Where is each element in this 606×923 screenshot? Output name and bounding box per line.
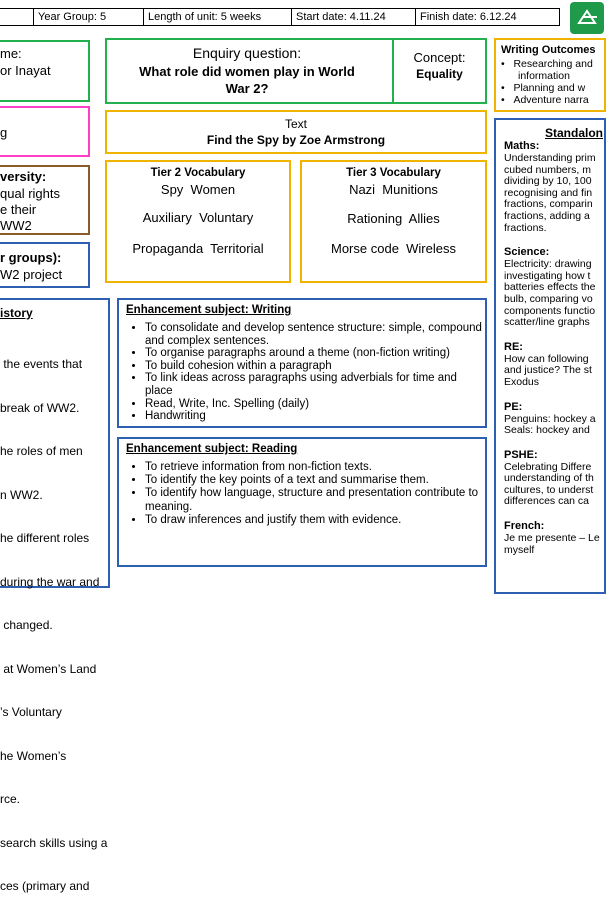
header-year-group: Year Group: 5 [33, 8, 144, 26]
logo-icon [573, 3, 603, 33]
bullet-icon: • [501, 58, 514, 70]
history-text [0, 328, 107, 923]
science-line: bulb, comparing vo [504, 292, 593, 305]
history-line: ’s Voluntary [0, 705, 62, 719]
bullet-icon: • [501, 94, 514, 106]
standalone-content [504, 140, 600, 556]
enquiry-question-line-1: What role did women play in World [139, 64, 355, 79]
science-heading: Science: [504, 246, 550, 259]
school-logo [570, 2, 604, 34]
pink-text: g [0, 125, 8, 140]
science-line: Electricity: drawing [504, 258, 592, 271]
reading-item: • To identify how language, structure and presentation contribute to meaning. [145, 487, 483, 513]
writing-item: • To build cohesion within a paragraph [145, 360, 483, 373]
tier2-row-2: Auxiliary Voluntary [142, 210, 254, 225]
pink-box [0, 106, 90, 157]
history-line: ces (primary and [0, 879, 90, 893]
diversity-line-3: WW2 [0, 218, 32, 233]
history-box [0, 298, 110, 893]
maths-line: fractions, comparin [504, 198, 593, 211]
outcome-text: information [518, 70, 570, 82]
re-line: How can following [504, 352, 589, 365]
tier3-row-3: Morse code Wireless [331, 241, 456, 256]
reading-list [123, 461, 483, 527]
tier3-title: Tier 3 Vocabulary [346, 167, 441, 179]
pe-line: Penguins: hockey a [504, 412, 596, 425]
history-line: he different roles [0, 531, 90, 545]
reading-item: • To draw inferences and justify them with evidence. [145, 514, 483, 527]
groups-heading: r groups): [0, 250, 62, 265]
writing-box [117, 298, 487, 428]
enquiry-label: Enquiry question: [192, 45, 302, 61]
tier2-title: Tier 2 Vocabulary [150, 167, 246, 179]
writing-item: • To organise paragraphs around a theme (non-fiction writing) [145, 347, 483, 360]
outcome-text: Adventure narra [513, 94, 589, 106]
maths-line: fractions. [504, 221, 547, 234]
reading-title: Enhancement subject: Reading [126, 443, 298, 455]
writing-item: • To consolidate and develop sentence structure: simple, compound and complex sentences. [145, 322, 483, 347]
writing-item: • Read, Write, Inc. Spelling (daily) [145, 398, 483, 411]
writing-item: • To link ideas across paragraphs using adverbials for time and place [145, 372, 483, 397]
writing-outcomes-box [494, 38, 606, 112]
french-line: myself [504, 543, 535, 556]
tier3-row-1: Nazi Munitions [349, 182, 438, 197]
outcome-item [501, 94, 593, 106]
outcome-item [501, 58, 593, 70]
tier2-row-1: Spy Women [160, 182, 236, 197]
outcome-text: Planning and w [513, 82, 586, 94]
maths-line: Understanding prim [504, 152, 596, 164]
text-value: Find the Spy by Zoe Armstrong [206, 133, 386, 147]
history-line: he roles of men [0, 444, 83, 458]
maths-line: fractions, adding a [504, 209, 590, 222]
header-start-date: Start date: 4.11.24 [291, 8, 416, 26]
re-line: and justice? The st [504, 364, 592, 377]
pshe-line: cultures, to underst [504, 483, 594, 496]
french-heading: French: [504, 520, 545, 533]
maths-heading: Maths: [504, 140, 540, 152]
header-cell-blank [0, 8, 34, 26]
tier3-vocab-box [300, 160, 487, 283]
bullet-icon: • [501, 82, 514, 94]
concept-value: Equality [416, 67, 463, 81]
history-line: rce. [0, 792, 21, 806]
history-line: changed. [0, 618, 53, 632]
reading-item: • To identify the key points of a text and summarise them. [145, 474, 483, 487]
history-line: break of WW2. [0, 400, 80, 415]
name-heading: me: [0, 46, 22, 61]
text-label: Text [284, 117, 307, 131]
enquiry-question-line-2: War 2? [225, 81, 269, 96]
pshe-heading: PSHE: [504, 448, 538, 461]
science-line: scatter/line graphs [504, 316, 590, 329]
pe-heading: PE: [504, 400, 523, 413]
tier2-row-3: Propaganda Territorial [132, 241, 264, 256]
writing-list [123, 322, 483, 423]
diversity-line-1: qual rights [0, 186, 60, 201]
reading-item: • To retrieve information from non-fiction texts. [145, 461, 483, 474]
writing-outcomes-title: Writing Outcomes [501, 44, 596, 56]
groups-value: W2 project [0, 267, 63, 282]
history-heading: istory [0, 306, 33, 320]
text-box [105, 110, 487, 154]
writing-title: Enhancement subject: Writing [126, 304, 292, 316]
tier2-vocab-box [105, 160, 291, 283]
outcome-item [501, 82, 593, 94]
maths-line: recognising and fin [504, 186, 593, 199]
standalone-title: Standalon [545, 126, 604, 140]
history-line: he Women’s [0, 748, 67, 763]
french-line: Je me presente – Le [504, 532, 600, 545]
history-line: at Women’s Land [0, 661, 97, 676]
pshe-line: understanding of th [504, 472, 594, 485]
history-line: search skills using a [0, 835, 108, 850]
diversity-line-2: e their [0, 202, 37, 217]
writing-item: • Handwriting [145, 410, 483, 423]
maths-line: cubed numbers, m [504, 163, 591, 176]
re-heading: RE: [504, 340, 523, 353]
diversity-box [0, 165, 90, 235]
name-box [0, 40, 90, 102]
reading-box [117, 437, 487, 567]
history-line: the events that [0, 357, 83, 371]
pe-line: Seals: hockey and [504, 424, 590, 437]
science-line: batteries effects the [504, 281, 596, 294]
header-finish-date: Finish date: 6.12.24 [415, 8, 560, 26]
history-line: n WW2. [0, 487, 43, 502]
history-line: during the war and [0, 574, 100, 589]
science-line: investigating how t [504, 269, 591, 282]
outcome-item [501, 70, 593, 82]
outcomes-list [501, 58, 593, 106]
standalone-box [494, 118, 606, 594]
pshe-line: differences can ca [504, 495, 590, 508]
science-line: components functio [504, 304, 596, 317]
maths-line: dividing by 10, 100 [504, 175, 592, 188]
pshe-line: Celebrating Differe [504, 460, 592, 473]
groups-box [0, 242, 90, 288]
tier3-row-2: Rationing Allies [347, 211, 440, 226]
name-value: or Inayat [0, 63, 51, 78]
header-length: Length of unit: 5 weeks [143, 8, 292, 26]
re-line: Exodus [504, 375, 540, 388]
outcome-text: Researching and [513, 58, 593, 70]
concept-label: Concept: [413, 50, 466, 65]
enquiry-box [105, 38, 487, 104]
diversity-heading: versity: [0, 169, 47, 184]
